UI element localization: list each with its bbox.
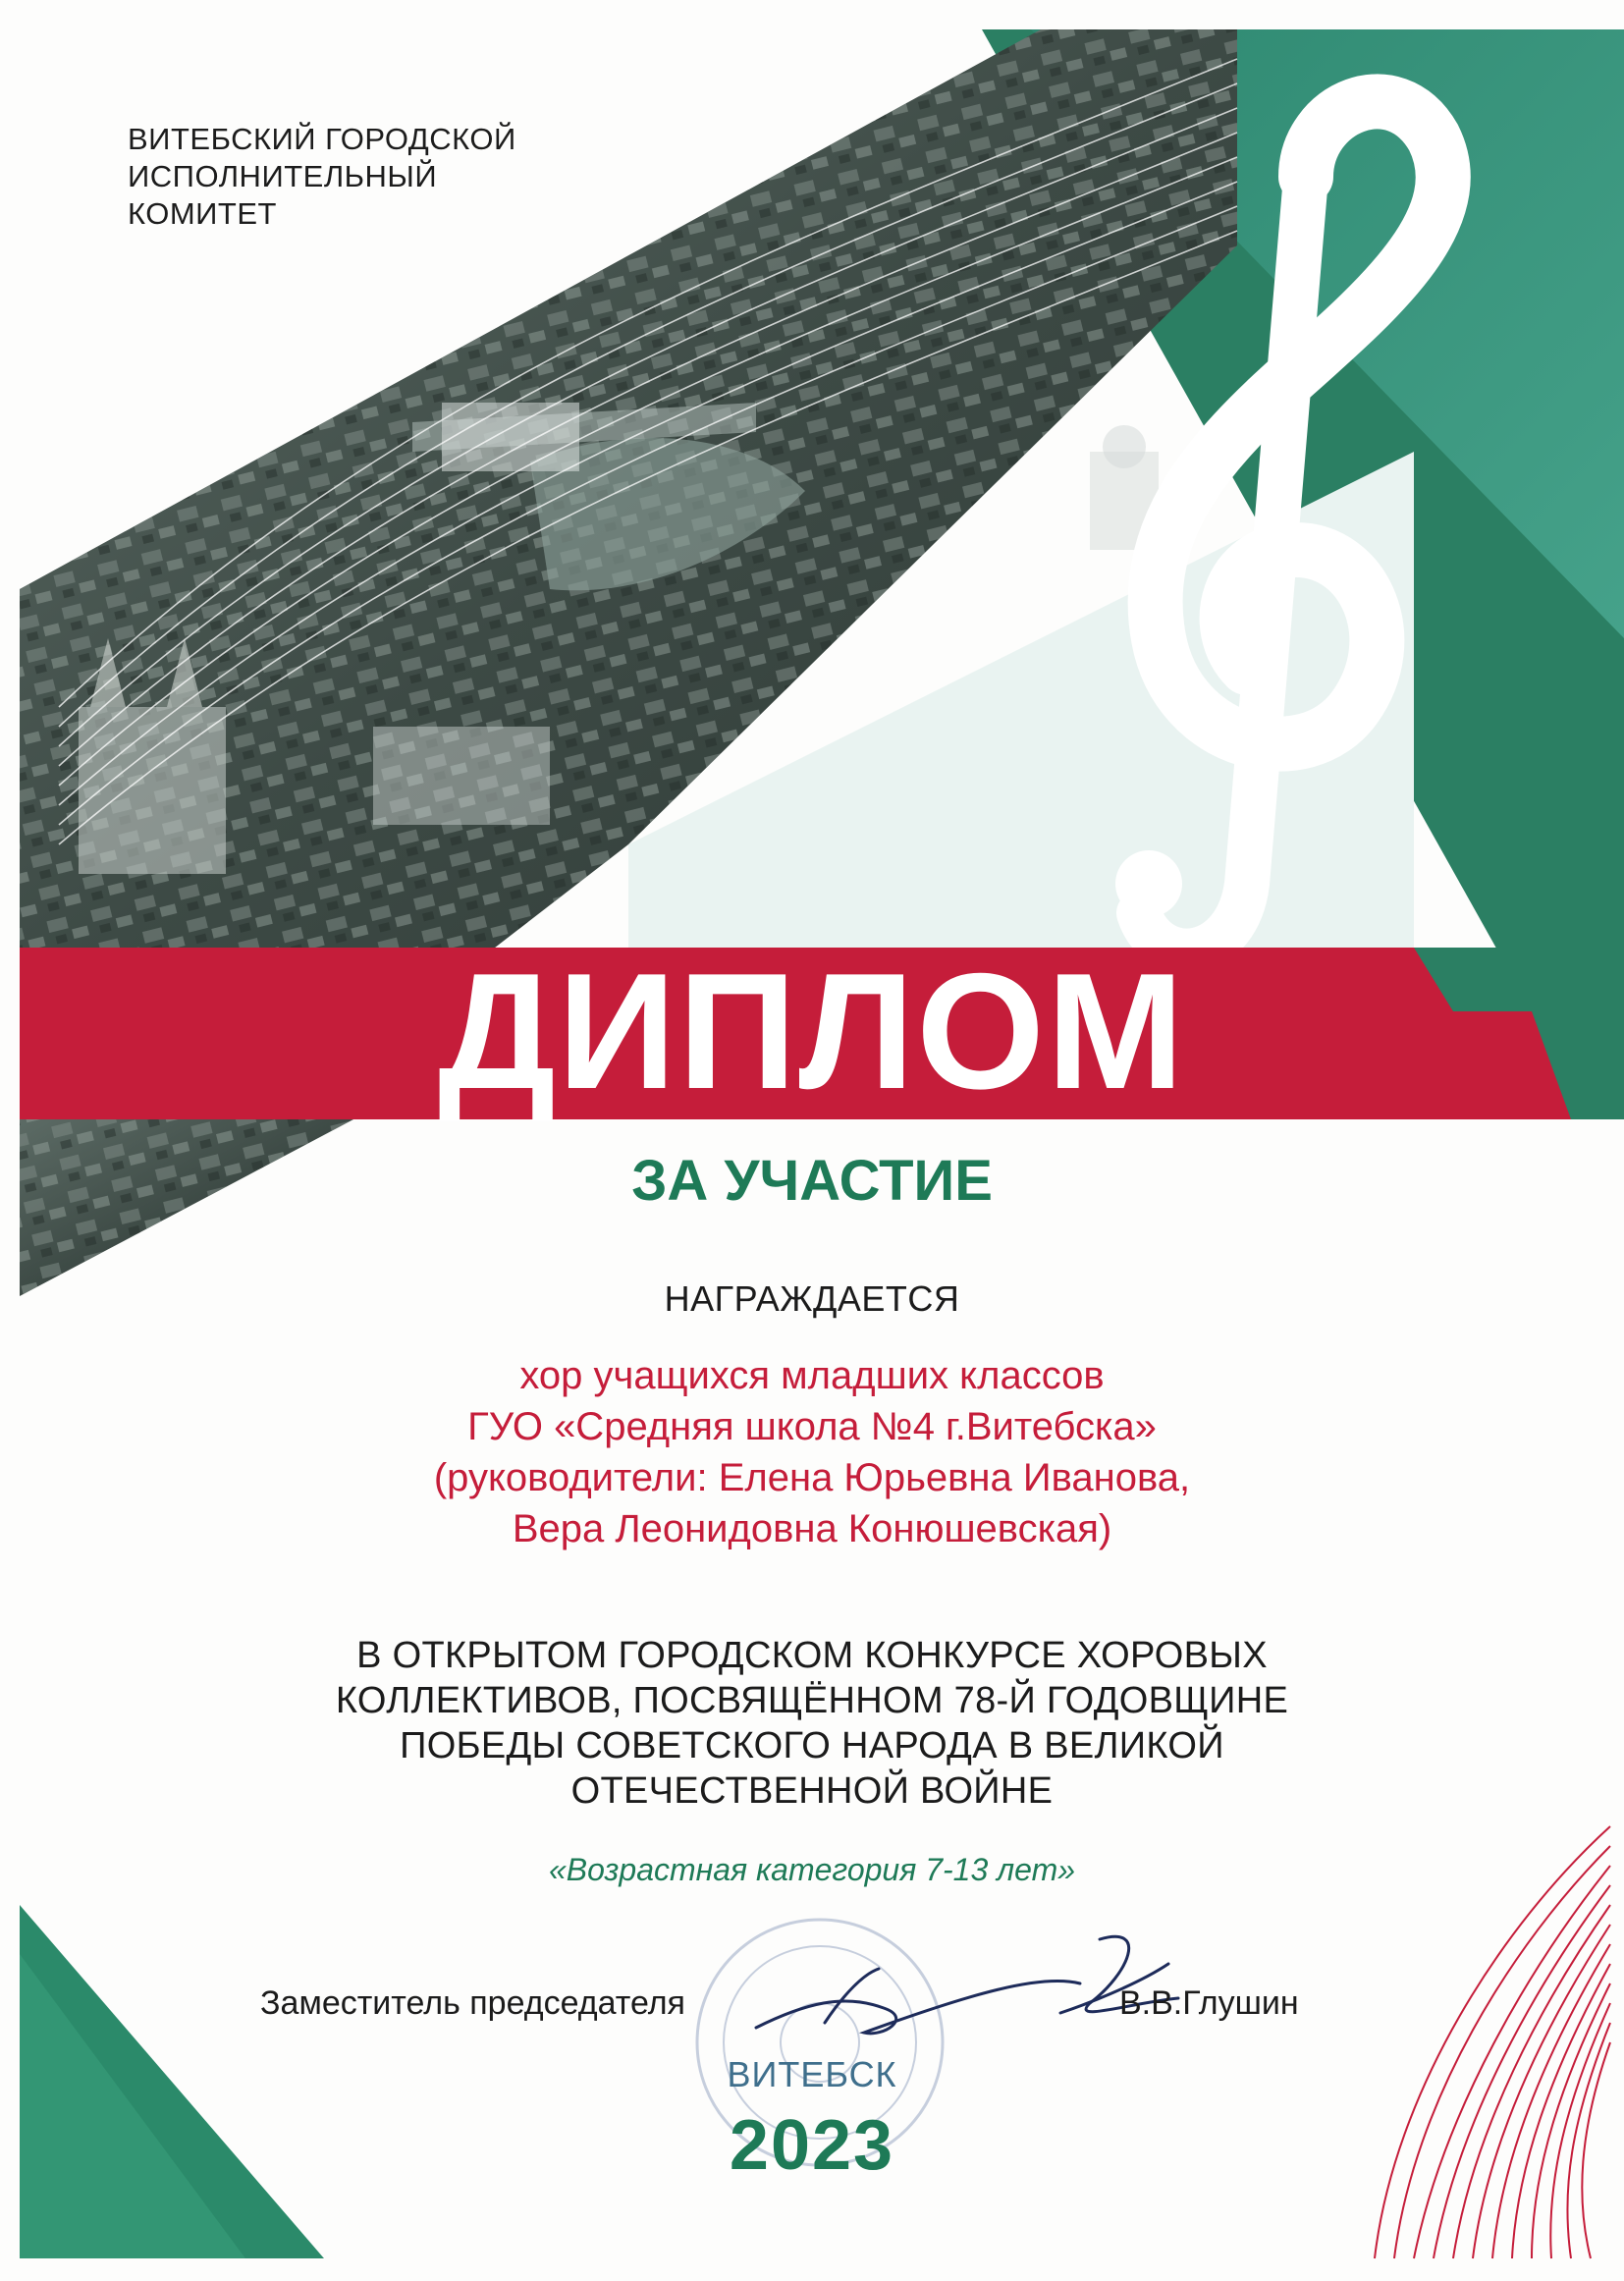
recipient-line: хор учащихся младших классов xyxy=(519,1354,1105,1397)
description-line: ОТЕЧЕСТВЕННОЙ ВОЙНЕ xyxy=(570,1770,1054,1812)
year: 2023 xyxy=(729,2106,895,2185)
diploma-title: ДИПЛОМ xyxy=(438,939,1186,1123)
age-category: «Возрастная категория 7-13 лет» xyxy=(548,1852,1076,1887)
issuer-line: ВИТЕБСКИЙ ГОРОДСКОЙ xyxy=(128,122,516,156)
recipient-block xyxy=(0,1350,1624,1554)
recipient-line: Вера Леонидовна Конюшевская) xyxy=(512,1507,1112,1550)
signatory-position: Заместитель председателя xyxy=(260,1984,685,2022)
issuer-line: КОМИТЕТ xyxy=(128,196,277,231)
handwritten-signature xyxy=(756,1936,1178,2034)
signatory-name: В.В.Глушин xyxy=(1119,1984,1299,2022)
description-line: КОЛЛЕКТИВОВ, ПОСВЯЩЁННОМ 78-Й ГОДОВЩИНЕ xyxy=(335,1680,1289,1721)
description-line: ПОБЕДЫ СОВЕТСКОГО НАРОДА В ВЕЛИКОЙ xyxy=(400,1725,1224,1766)
issuer-block xyxy=(128,121,516,233)
issuer-line: ИСПОЛНИТЕЛЬНЫЙ xyxy=(128,159,438,193)
city-name: ВИТЕБСК xyxy=(727,2054,897,2094)
description-line: В ОТКРЫТОМ ГОРОДСКОМ КОНКУРСЕ ХОРОВЫХ xyxy=(356,1635,1268,1676)
awarded-label: НАГРАЖДАЕТСЯ xyxy=(664,1278,960,1319)
competition-description xyxy=(0,1633,1624,1814)
diploma-subtitle: ЗА УЧАСТИЕ xyxy=(631,1149,993,1213)
recipient-line: ГУО «Средняя школа №4 г.Витебска» xyxy=(467,1405,1157,1448)
red-line-fan xyxy=(1375,1826,1610,2258)
recipient-line: (руководители: Елена Юрьевна Иванова, xyxy=(433,1456,1191,1499)
